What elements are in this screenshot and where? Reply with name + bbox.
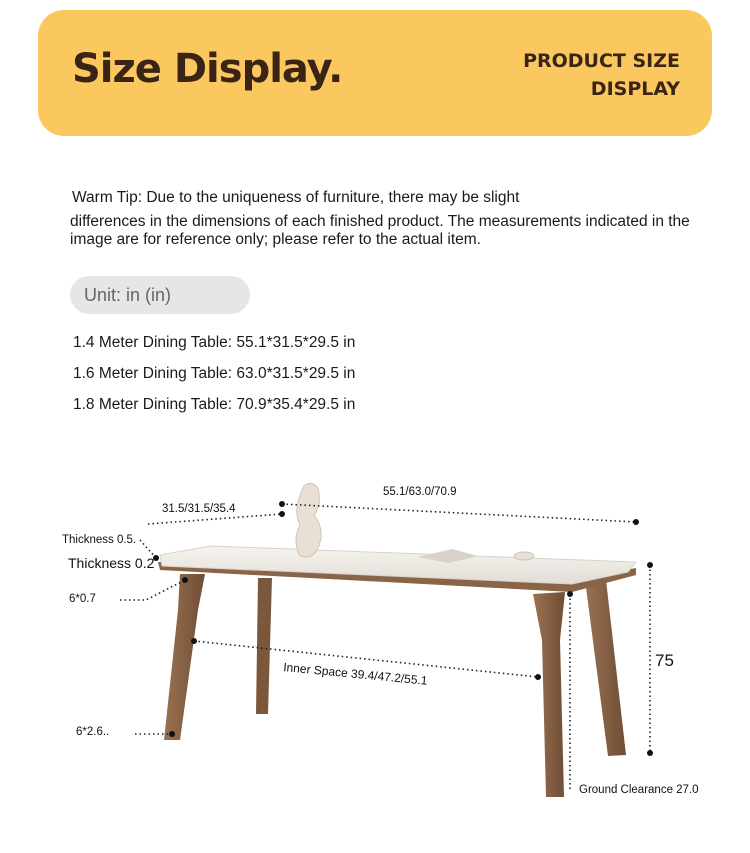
- thickness-top-label: Thickness 0.5.: [62, 534, 137, 546]
- depth-dimension-line: [148, 514, 282, 524]
- warm-tip-line2: differences in the dimensions of each finished product. The measurements indicated in the: [70, 213, 690, 230]
- banner-subtitle-line1: PRODUCT SIZE: [523, 50, 680, 72]
- spec-item: 1.6 Meter Dining Table: 63.0*31.5*29.5 in: [73, 365, 356, 382]
- table-illustration: [158, 483, 636, 797]
- thickness-label: Thickness 0.2: [68, 555, 155, 571]
- depth-label: 31.5/31.5/35.4: [162, 503, 236, 515]
- leg-top-pointer: [120, 580, 185, 600]
- leg-top-label: 6*0.7: [69, 593, 96, 605]
- spec-item: 1.8 Meter Dining Table: 70.9*35.4*29.5 in: [73, 396, 356, 413]
- dimension-dots: [153, 501, 653, 756]
- leg-bottom-label: 6*2.6..: [76, 726, 110, 738]
- banner-subtitle-line2: DISPLAY: [590, 78, 680, 100]
- ground-clearance-label: Ground Clearance 27.0: [579, 784, 699, 796]
- inner-space-label: Inner Space 39.4/47.2/55.1: [282, 660, 429, 688]
- height-label: 75: [655, 651, 674, 670]
- length-dimension-line: [282, 504, 636, 522]
- dimension-lines: [120, 504, 650, 790]
- unit-badge: Unit: in (in): [70, 276, 250, 314]
- spec-item: 1.4 Meter Dining Table: 55.1*31.5*29.5 in: [73, 334, 356, 351]
- warm-tip-line1: Warm Tip: Due to the uniqueness of furniture, there may be slight: [72, 189, 520, 206]
- banner-title: Size Display.: [72, 46, 343, 92]
- warm-tip-line3: image are for reference only; please refer to the actual item.: [70, 231, 481, 248]
- length-label: 55.1/63.0/70.9: [383, 486, 457, 498]
